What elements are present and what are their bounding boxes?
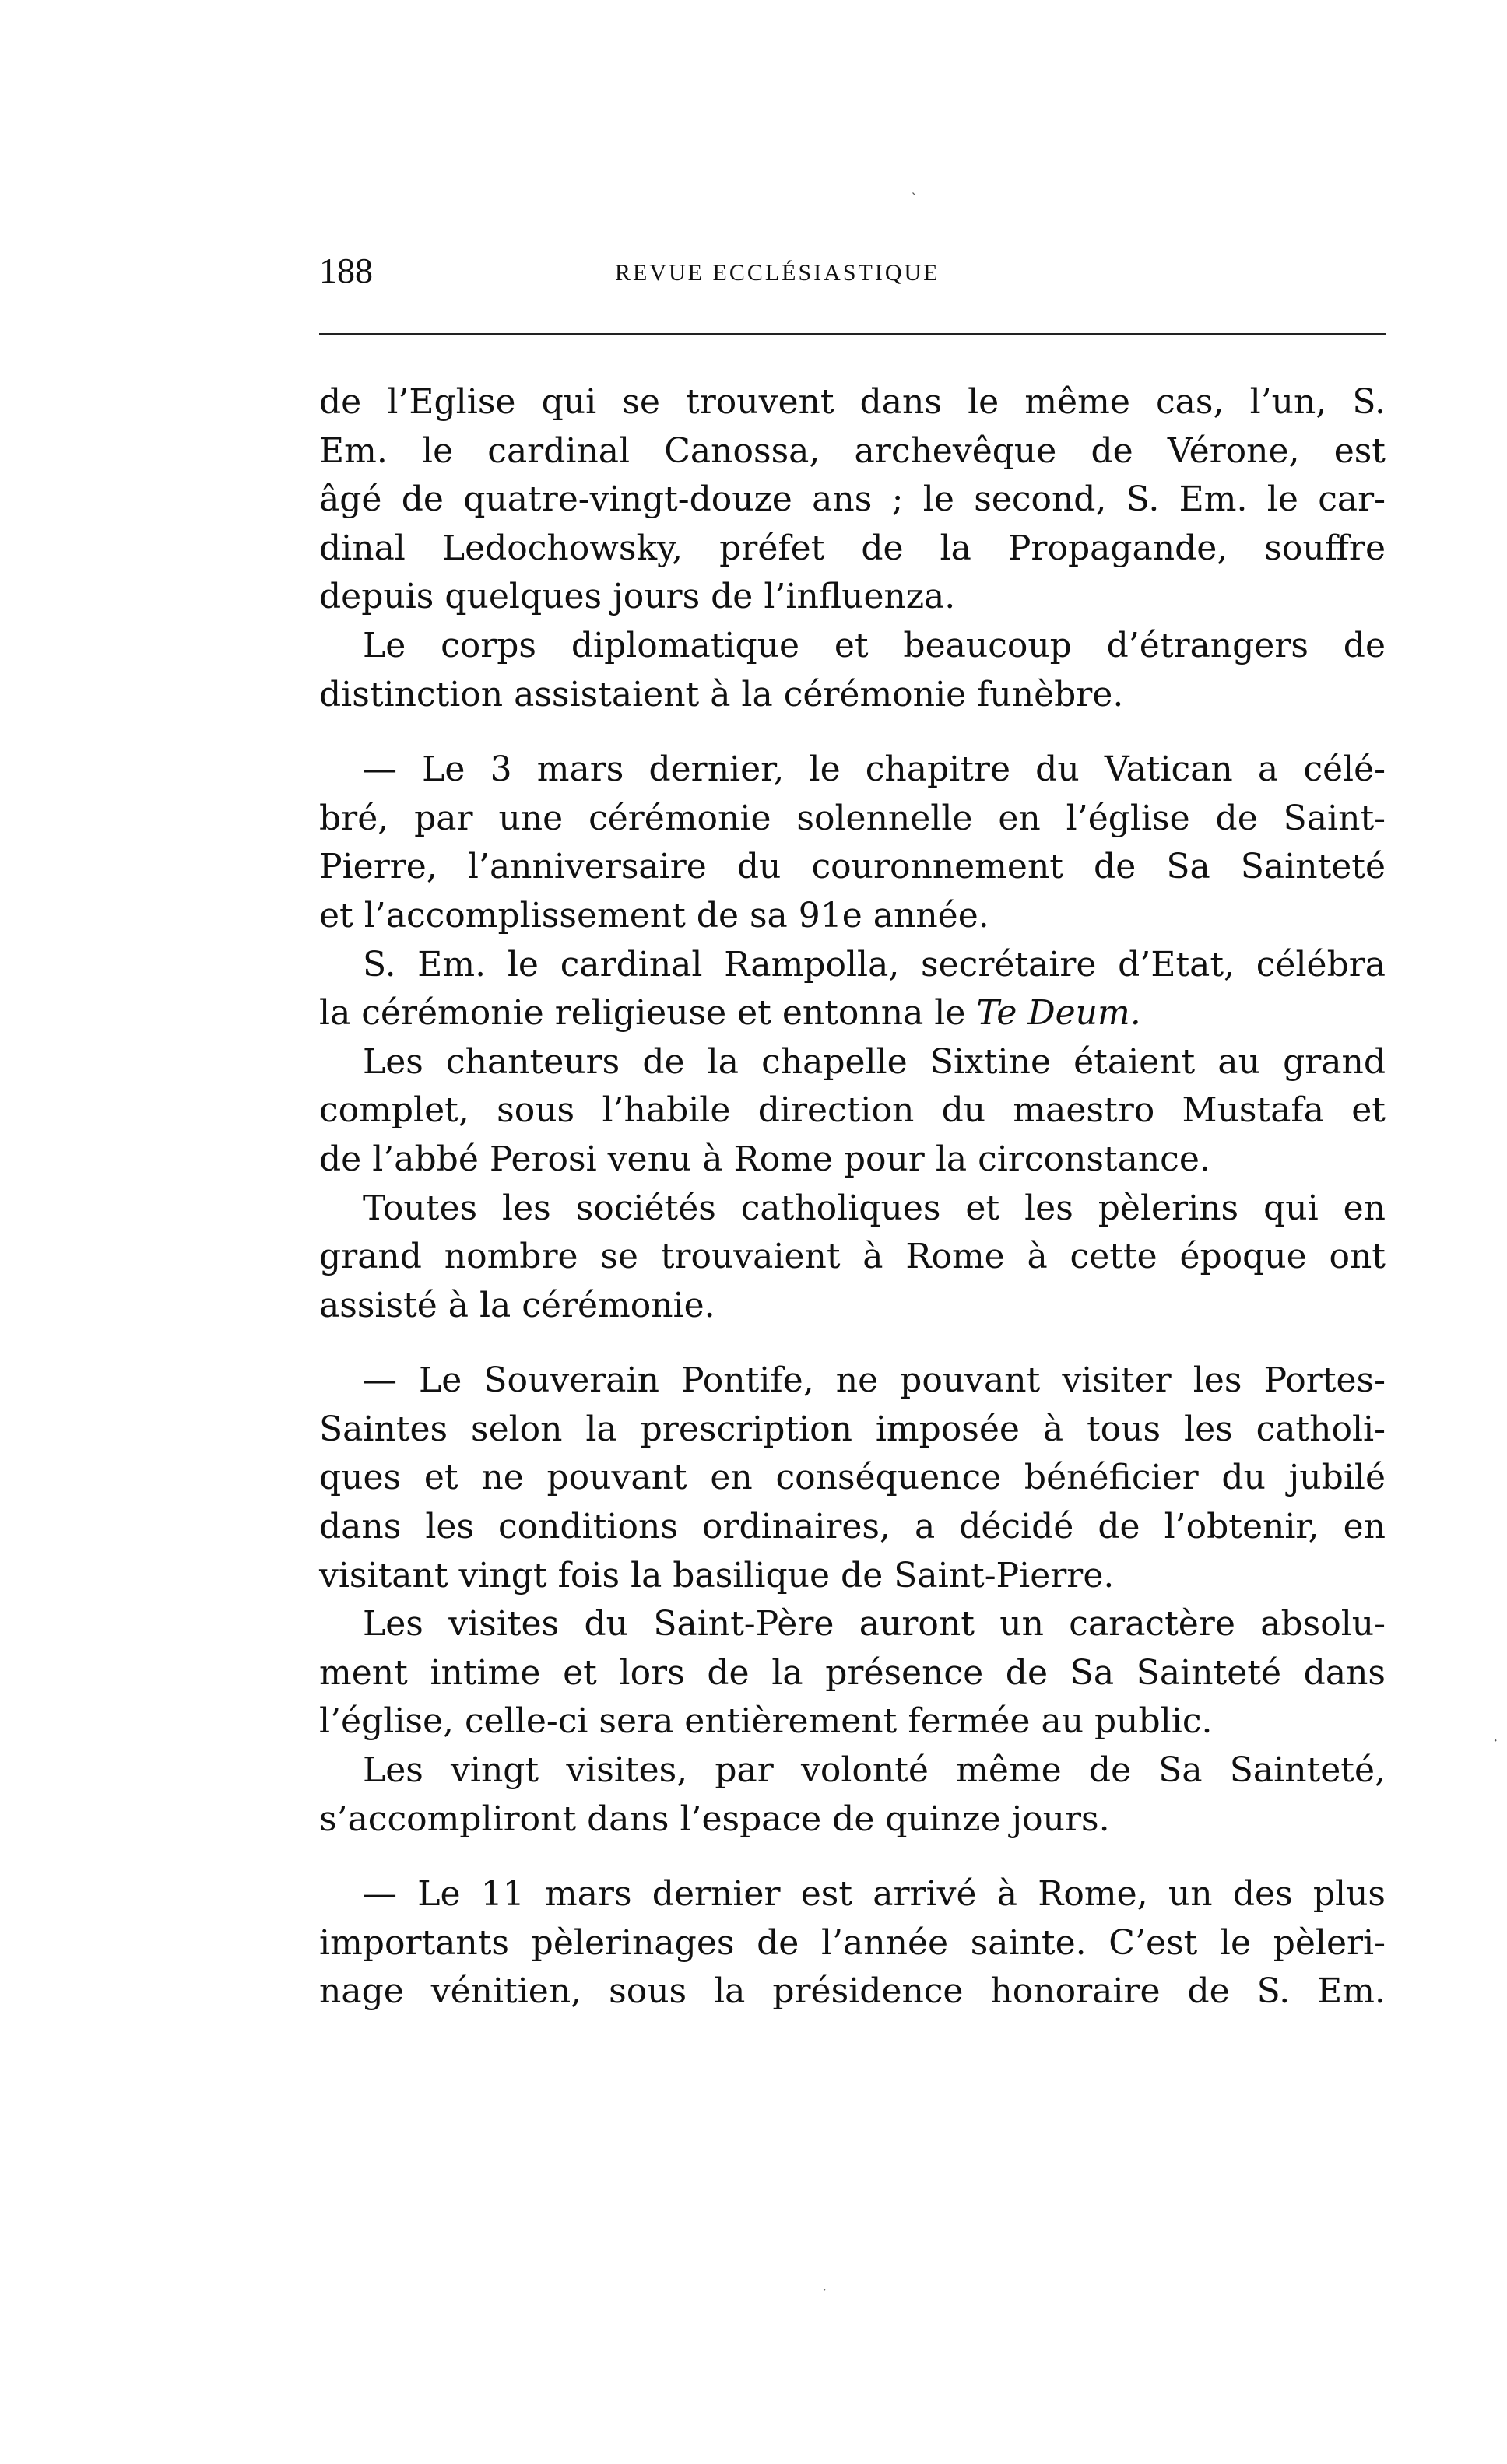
text-line: dans les conditions ordinaires, a décidé de l’obtenir, en xyxy=(319,1507,1386,1547)
paragraph xyxy=(319,1600,1386,1746)
text-line: nage vénitien, sous la présidence honoraire de S. Em. xyxy=(319,1971,1386,2012)
paragraph xyxy=(319,1357,1386,1600)
text-line: — Le 11 mars dernier est arrivé à Rome, un des plus xyxy=(363,1874,1386,1915)
text-line: s’accompliront dans l’espace de quinze jours. xyxy=(319,1799,1110,1839)
text-line: l’église, celle-ci sera entièrement fermée au public. xyxy=(319,1701,1213,1742)
text-line: et l’accomplissement de sa 91e année. xyxy=(319,895,989,935)
paragraph xyxy=(319,746,1386,940)
text-line: ment intime et lors de la présence de Sa Sainteté dans xyxy=(319,1652,1386,1693)
running-title: REVUE ECCLÉSIASTIQUE xyxy=(615,260,940,286)
text-line: bré, par une cérémonie solennelle en l’église de Saint- xyxy=(319,798,1386,838)
text-line: de l’Eglise qui se trouvent dans le même cas, l’un, S. xyxy=(319,382,1386,422)
body-text xyxy=(319,378,1386,2016)
paragraph xyxy=(319,378,1386,622)
page-header xyxy=(319,247,1386,302)
paragraph xyxy=(319,1185,1386,1331)
text-line: depuis quelques jours de l’influenza. xyxy=(319,577,956,617)
text-line: Les visites du Saint-Père auront un caractère absolu- xyxy=(363,1604,1386,1644)
text-line: Em. le cardinal Canossa, archevêque de Vérone, est xyxy=(319,430,1386,471)
text-line: distinction assistaient à la cérémonie funèbre. xyxy=(319,674,1124,714)
stray-mark: · xyxy=(1493,1731,1498,1750)
text-line: Saintes selon la prescription imposée à tous les catholi- xyxy=(319,1409,1386,1449)
text-line: ques et ne pouvant en conséquence bénéficier du jubilé xyxy=(319,1458,1386,1498)
text-line: complet, sous l’habile direction du maestro Mustafa et xyxy=(319,1090,1386,1131)
paragraph xyxy=(319,1870,1386,2016)
text-line: dinal Ledochowsky, préfet de la Propagande, souffre xyxy=(319,528,1386,568)
text-line: visitant vingt fois la basilique de Saint-Pierre. xyxy=(319,1555,1115,1595)
text-line: Les vingt visites, par volonté même de Sa Sainteté, xyxy=(363,1750,1386,1791)
stray-mark: · xyxy=(822,2280,827,2299)
text-line: Le corps diplomatique et beaucoup d’étrangers de xyxy=(363,625,1386,665)
stray-mark: ` xyxy=(911,190,919,209)
text-line: grand nombre se trouvaient à Rome à cette époque ont xyxy=(319,1237,1386,1277)
text-line: — Le Souverain Pontife, ne pouvant visiter les Portes- xyxy=(363,1360,1386,1401)
paragraph xyxy=(319,622,1386,719)
text-line: la cérémonie religieuse et entonna le Te Deum. xyxy=(319,993,1141,1034)
text-line: Pierre, l’anniversaire du couronnement de Sa Sainteté xyxy=(319,847,1386,887)
paragraph xyxy=(319,1038,1386,1185)
text-line: Les chanteurs de la chapelle Sixtine étaient au grand xyxy=(363,1041,1386,1082)
paragraph xyxy=(319,1746,1386,1844)
text-line: âgé de quatre-vingt-douze ans ; le second, S. Em. le car- xyxy=(319,479,1386,520)
text-line: S. Em. le cardinal Rampolla, secrétaire d’Etat, célébra xyxy=(363,944,1386,985)
text-line: importants pèlerinages de l’année sainte. C’est le pèleri- xyxy=(319,1922,1386,1963)
paragraph xyxy=(319,941,1386,1038)
header-rule xyxy=(319,333,1386,335)
page-number: 188 xyxy=(319,251,373,290)
text-line: — Le 3 mars dernier, le chapitre du Vatican a célé- xyxy=(363,749,1386,790)
italic-phrase: Te Deum. xyxy=(976,993,1141,1034)
text-line: assisté à la cérémonie. xyxy=(319,1285,715,1325)
text-line: de l’abbé Perosi venu à Rome pour la circonstance. xyxy=(319,1139,1210,1179)
text-line: Toutes les sociétés catholiques et les pèlerins qui en xyxy=(363,1188,1386,1228)
